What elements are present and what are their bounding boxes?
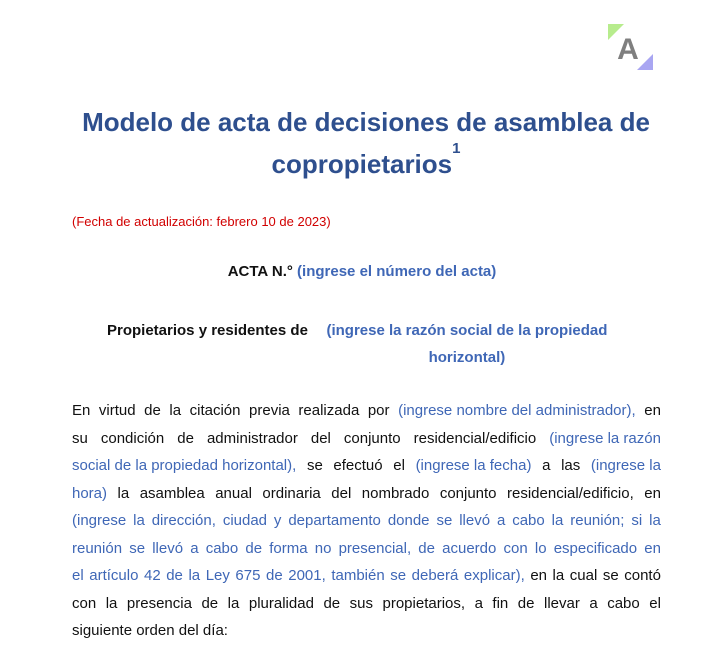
placeholder-text: con bbox=[503, 539, 528, 557]
body-text: pluralidad bbox=[248, 594, 314, 612]
placeholder-text: forma bbox=[269, 539, 308, 557]
body-text: administrador bbox=[206, 429, 298, 447]
placeholder-text: no bbox=[314, 539, 332, 557]
placeholder-text: la bbox=[551, 512, 564, 529]
placeholder-text: la bbox=[133, 512, 145, 529]
body-text: a bbox=[542, 457, 551, 474]
placeholder-text: (ingrese la bbox=[590, 457, 661, 474]
body-text: la bbox=[169, 402, 182, 419]
placeholder-text: lo bbox=[534, 539, 547, 557]
body-text: la bbox=[105, 594, 118, 612]
body-text: en bbox=[644, 402, 661, 419]
owners-heading bbox=[107, 317, 622, 371]
owners-placeholder-line-2: horizontal) bbox=[428, 349, 506, 366]
body-text: la bbox=[117, 484, 130, 502]
placeholder-text: 2001, bbox=[288, 567, 326, 584]
body-text: las bbox=[561, 457, 581, 474]
body-text: de bbox=[323, 594, 341, 612]
body-text: en bbox=[530, 567, 547, 584]
placeholder-text: de bbox=[266, 567, 283, 584]
body-text: en bbox=[644, 484, 661, 502]
body-text: el bbox=[649, 594, 661, 612]
body-text: ordinaria bbox=[262, 484, 321, 502]
placeholder-text: donde bbox=[387, 512, 430, 529]
body-text: fin bbox=[492, 594, 509, 612]
placeholder-text: cabo bbox=[512, 512, 545, 529]
placeholder-text: de bbox=[245, 539, 263, 557]
paragraph-line bbox=[72, 562, 661, 590]
placeholder-text: reunión; bbox=[570, 512, 625, 529]
body-text: residencial/edificio, bbox=[507, 484, 634, 502]
placeholder-text: en bbox=[644, 539, 661, 557]
placeholder-text: (ingrese la razón bbox=[549, 429, 661, 447]
body-paragraph bbox=[72, 397, 661, 645]
logo-letter: A bbox=[617, 33, 639, 66]
body-text: condición bbox=[100, 429, 165, 447]
body-text: de bbox=[144, 402, 161, 419]
placeholder-text: la bbox=[188, 567, 201, 584]
title-line-1: Modelo de acta de decisiones de asamblea de bbox=[82, 107, 650, 137]
paragraph-line bbox=[72, 535, 661, 563]
placeholder-text: ciudad bbox=[222, 512, 268, 529]
placeholder-text: social de la propiedad horizontal), bbox=[72, 457, 297, 474]
placeholder-text: explicar), bbox=[463, 567, 525, 584]
placeholder-text: se bbox=[129, 539, 146, 557]
body-text: la bbox=[552, 567, 565, 584]
acta-number-placeholder: (ingrese el número del acta) bbox=[297, 263, 497, 280]
body-text: cual bbox=[569, 567, 598, 584]
placeholder-text: de bbox=[418, 539, 435, 557]
body-text: el bbox=[393, 457, 405, 474]
body-text: sus bbox=[349, 594, 373, 612]
body-text: nombrado bbox=[361, 484, 430, 502]
placeholder-text: dirección, bbox=[151, 512, 216, 529]
body-text: anual bbox=[215, 484, 252, 502]
placeholder-text: Ley bbox=[205, 567, 230, 584]
paragraph-line bbox=[72, 480, 661, 508]
body-text: propietarios, bbox=[382, 594, 466, 612]
owners-placeholder-line-1: (ingrese la razón social de la propiedad bbox=[326, 322, 608, 339]
paragraph-line bbox=[72, 397, 661, 425]
document-title bbox=[66, 101, 666, 185]
body-text: presencia bbox=[126, 594, 192, 612]
body-text: su bbox=[72, 429, 88, 447]
body-text: asamblea bbox=[139, 484, 205, 502]
placeholder-text: y bbox=[273, 512, 282, 529]
body-text: contó bbox=[624, 567, 661, 584]
paragraph-line bbox=[72, 425, 661, 453]
placeholder-text: de bbox=[166, 567, 183, 584]
brand-logo bbox=[607, 23, 655, 71]
placeholder-text: deberá bbox=[411, 567, 459, 584]
body-text: conjunto bbox=[439, 484, 497, 502]
placeholder-text: llevó bbox=[459, 512, 491, 529]
paragraph-line bbox=[72, 617, 661, 645]
body-text: efectuó bbox=[333, 457, 383, 474]
placeholder-text: 42 bbox=[143, 567, 161, 584]
placeholder-text: la bbox=[649, 512, 661, 529]
placeholder-text: se bbox=[436, 512, 453, 529]
placeholder-text: se bbox=[390, 567, 407, 584]
placeholder-text: el bbox=[72, 567, 84, 584]
placeholder-text: si bbox=[631, 512, 643, 529]
body-text: siguiente orden del día: bbox=[72, 622, 228, 639]
paragraph-line bbox=[72, 507, 661, 535]
placeholder-text: especificado bbox=[553, 539, 638, 557]
body-text: realizada bbox=[298, 402, 360, 419]
placeholder-text: artículo bbox=[89, 567, 139, 584]
body-text: de bbox=[177, 429, 194, 447]
owners-placeholder bbox=[312, 317, 622, 371]
placeholder-text: también bbox=[331, 567, 385, 584]
title-line-2 bbox=[66, 140, 666, 185]
placeholder-text: llevó bbox=[152, 539, 184, 557]
body-text: de bbox=[201, 594, 219, 612]
body-text: de bbox=[517, 594, 535, 612]
body-text: En bbox=[72, 402, 91, 419]
body-text: por bbox=[367, 402, 390, 419]
placeholder-text: cabo bbox=[205, 539, 239, 557]
body-text: cabo bbox=[607, 594, 640, 612]
body-text: del bbox=[331, 484, 352, 502]
placeholder-text: a bbox=[496, 512, 506, 529]
body-text: virtud bbox=[98, 402, 136, 419]
body-text: llevar bbox=[543, 594, 580, 612]
owners-label: Propietarios y residentes de bbox=[107, 322, 308, 339]
update-date: (Fecha de actualización: febrero 10 de 2023) bbox=[72, 214, 331, 229]
body-text: a bbox=[589, 594, 598, 612]
body-text: se bbox=[306, 457, 323, 474]
placeholder-text: hora) bbox=[72, 484, 108, 502]
body-text: previa bbox=[249, 402, 290, 419]
body-text: conjunto bbox=[343, 429, 401, 447]
placeholder-text: a bbox=[190, 539, 199, 557]
body-text: con bbox=[72, 594, 97, 612]
paragraph-line bbox=[72, 590, 661, 618]
placeholder-text: presencial, bbox=[338, 539, 412, 557]
acta-label: ACTA N.° bbox=[227, 263, 293, 280]
acta-number-line bbox=[0, 263, 724, 280]
footnote-ref[interactable]: 1 bbox=[452, 140, 461, 157]
placeholder-text: departamento bbox=[288, 512, 381, 529]
body-text: citación bbox=[189, 402, 241, 419]
body-text: la bbox=[227, 594, 240, 612]
placeholder-text: (ingrese la fecha) bbox=[415, 457, 532, 474]
body-text: a bbox=[474, 594, 483, 612]
paragraph-line bbox=[72, 452, 661, 480]
placeholder-text: (ingrese bbox=[72, 512, 127, 529]
title-line-2-text: copropietarios bbox=[271, 149, 453, 179]
placeholder-text: reunión bbox=[72, 539, 123, 557]
placeholder-text: (ingrese nombre del administrador), bbox=[398, 402, 636, 419]
placeholder-text: 675 bbox=[235, 567, 261, 584]
body-text: del bbox=[310, 429, 331, 447]
body-text: se bbox=[602, 567, 619, 584]
placeholder-text: acuerdo bbox=[442, 539, 497, 557]
body-text: residencial/edificio bbox=[413, 429, 537, 447]
